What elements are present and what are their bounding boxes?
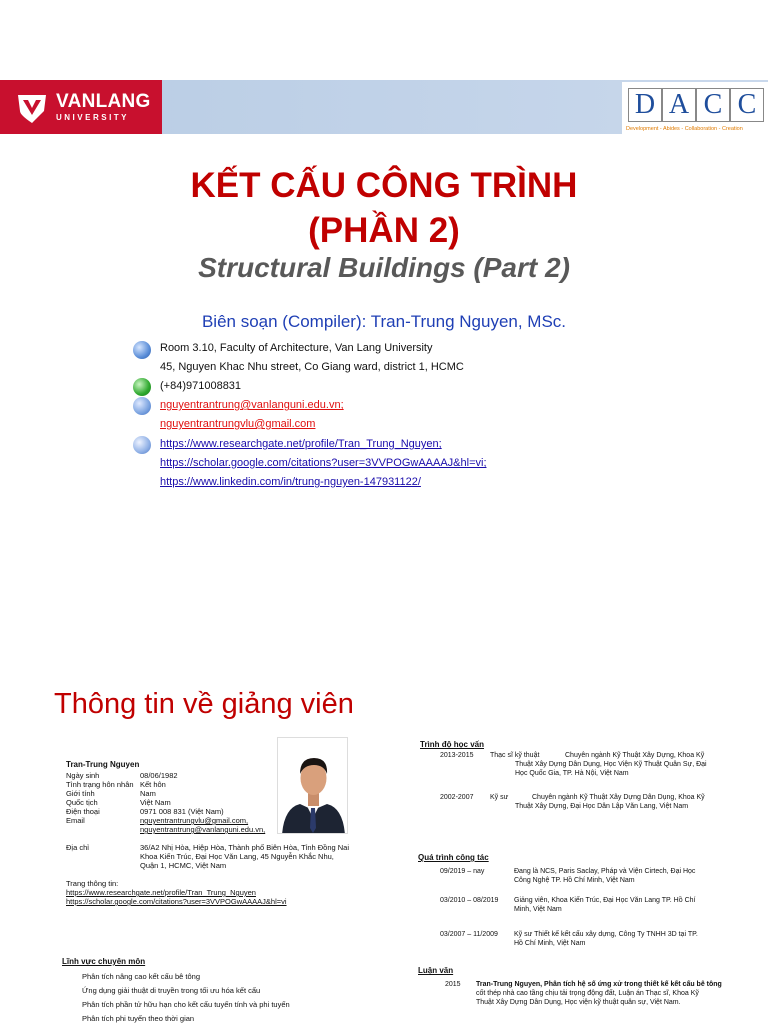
field-value[interactable]: nguyentrantrungvlu@gmail.com,: [140, 816, 249, 825]
work-period: 03/2007 – 11/2009: [440, 931, 498, 938]
work-line: Đang là NCS, Paris Saclay, Pháp và Viện Cirtech, Đại Học: [514, 868, 696, 875]
page-link[interactable]: https://scholar.google.com/citations?user=3VVPOGwAAAAJ&hl=vi: [66, 897, 287, 906]
vanlang-logo: [0, 80, 162, 134]
thesis-line: Tran-Trung Nguyen, Phân tích hệ số ứng xử trong thiết kế kết cấu bê tông: [476, 981, 722, 988]
address-line: Quận 1, HCMC, Việt Nam: [140, 861, 227, 870]
lecturer-photo: [277, 737, 348, 834]
university-sub: UNIVERSITY: [56, 113, 130, 122]
field-value: Việt Nam: [140, 798, 171, 807]
work-line: Giảng viên, Khoa Kiến Trúc, Đại Học Văn Lang TP. Hồ Chí: [514, 897, 696, 904]
field-value: 0971 008 831 (Việt Nam): [140, 807, 224, 816]
field-label: Giới tính: [66, 789, 95, 798]
dacc-tagline: Development - Abides - Collaboration - Creation: [626, 126, 743, 132]
expertise-item: Ứng dụng giải thuật di truyền trong tối ưu hóa kết cấu: [82, 986, 261, 995]
address-line: Khoa Kiến Trúc, Đại Học Văn Lang, 45 Nguyễn Khắc Nhu,: [140, 852, 334, 861]
contact-phone: (+84)971008831: [160, 380, 242, 392]
pages-label: Trang thông tin:: [66, 879, 119, 888]
dacc-letter: C: [696, 88, 730, 122]
field-label: Quốc tịch: [66, 798, 98, 807]
work-line: Công Nghệ TP. Hồ Chí Minh, Việt Nam: [514, 877, 635, 884]
contact-address-1: Room 3.10, Faculty of Architecture, Van Lang University: [160, 342, 433, 354]
work-line: Minh, Việt Nam: [514, 906, 562, 913]
work-period: 03/2010 – 08/2019: [440, 897, 499, 904]
edu-line: Thuật Xây Dựng Dân Dụng, Học Viện Kỹ Thuật Quân Sự, Đại: [515, 761, 707, 768]
expertise-heading: Lĩnh vực chuyên môn: [62, 957, 146, 966]
address-line: 36/A2 Nhị Hòa, Hiệp Hòa, Thành phố Biên Hòa, Tỉnh Đồng Nai: [140, 843, 350, 852]
expertise-item: Phân tích nâng cao kết cấu bê tông: [82, 972, 201, 981]
thesis-line: Thuật Xây Dựng Dân Dụng, Học viện kỹ thuật quân sự, Việt Nam.: [476, 999, 681, 1006]
field-value: Kết hôn: [140, 780, 166, 789]
link-scholar[interactable]: https://scholar.google.com/citations?user=3VVPOGwAAAAJ&hl=vi;: [160, 457, 487, 469]
edu-years: 2013-2015: [440, 752, 474, 759]
thesis-heading: Luận văn: [418, 966, 454, 975]
expertise-item: Phân tích phi tuyến theo thời gian: [82, 1014, 195, 1023]
compiler-line: Biên soạn (Compiler): Tran-Trung Nguyen, MSc.: [201, 312, 567, 331]
subtitle: Structural Buildings (Part 2): [198, 252, 570, 283]
dacc-logo: [622, 82, 768, 134]
phone-icon: [133, 378, 151, 396]
work-line: Hồ Chí Minh, Việt Nam: [514, 940, 586, 947]
contact-email-1[interactable]: nguyentrantrung@vanlanguni.edu.vn;: [160, 399, 344, 411]
field-label: Email: [66, 816, 85, 825]
field-label: Tình trạng hôn nhân: [66, 780, 134, 789]
edu-degree: Thạc sĩ kỹ thuật: [490, 752, 540, 759]
edu-line: Học Quốc Gia, TP. Hà Nội, Việt Nam: [515, 770, 629, 777]
work-heading: Quá trình công tác: [418, 853, 489, 862]
education-heading: Trình độ học vấn: [420, 740, 485, 749]
title-line-2: (PHẦN 2): [308, 211, 460, 250]
address-label: Địa chỉ: [66, 843, 89, 852]
edu-line: Thuật Xây Dựng, Đại Học Dân Lập Văn Lang, Việt Nam: [515, 803, 689, 810]
field-label: Điện thoại: [66, 807, 100, 816]
work-line: Kỹ sư Thiết kế kết cấu xây dựng, Công Ty TNHH 3D tại TP.: [514, 931, 698, 938]
mail-icon: [133, 397, 151, 415]
dacc-letter: A: [662, 88, 696, 122]
field-value[interactable]: nguyentrantrung@vanlanguni.edu.vn,: [140, 825, 266, 834]
edu-line: Chuyên ngành Kỹ Thuật Xây Dựng, Khoa Kỹ: [565, 752, 705, 759]
lecturer-title: Thông tin về giảng viên: [54, 688, 354, 720]
field-value: Nam: [140, 789, 156, 798]
search-icon: [133, 436, 151, 454]
title-line-1: KẾT CẤU CÔNG TRÌNH: [190, 166, 578, 205]
edu-line: Chuyên ngành Kỹ Thuật Xây Dựng Dân Dụng, Khoa Kỹ: [532, 794, 705, 801]
edu-years: 2002-2007: [440, 794, 474, 801]
university-name: VANLANG: [56, 91, 151, 112]
globe-icon: [133, 341, 151, 359]
contact-email-2[interactable]: nguyentrantrungvlu@gmail.com: [160, 418, 316, 430]
expertise-item: Phân tích phần tử hữu hạn cho kết cấu tuyến tính và phi tuyến: [82, 1000, 290, 1009]
portrait-image: [278, 738, 348, 834]
shield-icon: [14, 89, 50, 125]
dacc-letter: C: [730, 88, 764, 122]
work-period: 09/2019 – nay: [440, 868, 485, 875]
edu-degree: Kỹ sư: [490, 794, 509, 801]
link-linkedin[interactable]: https://www.linkedin.com/in/trung-nguyen-147931122/: [160, 476, 421, 488]
page-link[interactable]: https://www.researchgate.net/profile/Tran_Trung_Nguyen: [66, 888, 256, 897]
thesis-line: cốt thép nhà cao tầng chịu tải trọng động đất, Luận án Thạc sĩ, Khoa Kỹ: [476, 990, 699, 997]
profile-name: Tran-Trung Nguyen: [66, 760, 140, 769]
contact-address-2: 45, Nguyen Khac Nhu street, Co Giang ward, district 1, HCMC: [160, 361, 464, 373]
field-value: 08/06/1982: [140, 771, 178, 780]
field-label: Ngày sinh: [66, 771, 100, 780]
link-researchgate[interactable]: https://www.researchgate.net/profile/Tran_Trung_Nguyen;: [160, 438, 442, 450]
thesis-year: 2015: [445, 981, 461, 988]
dacc-letter: D: [628, 88, 662, 122]
